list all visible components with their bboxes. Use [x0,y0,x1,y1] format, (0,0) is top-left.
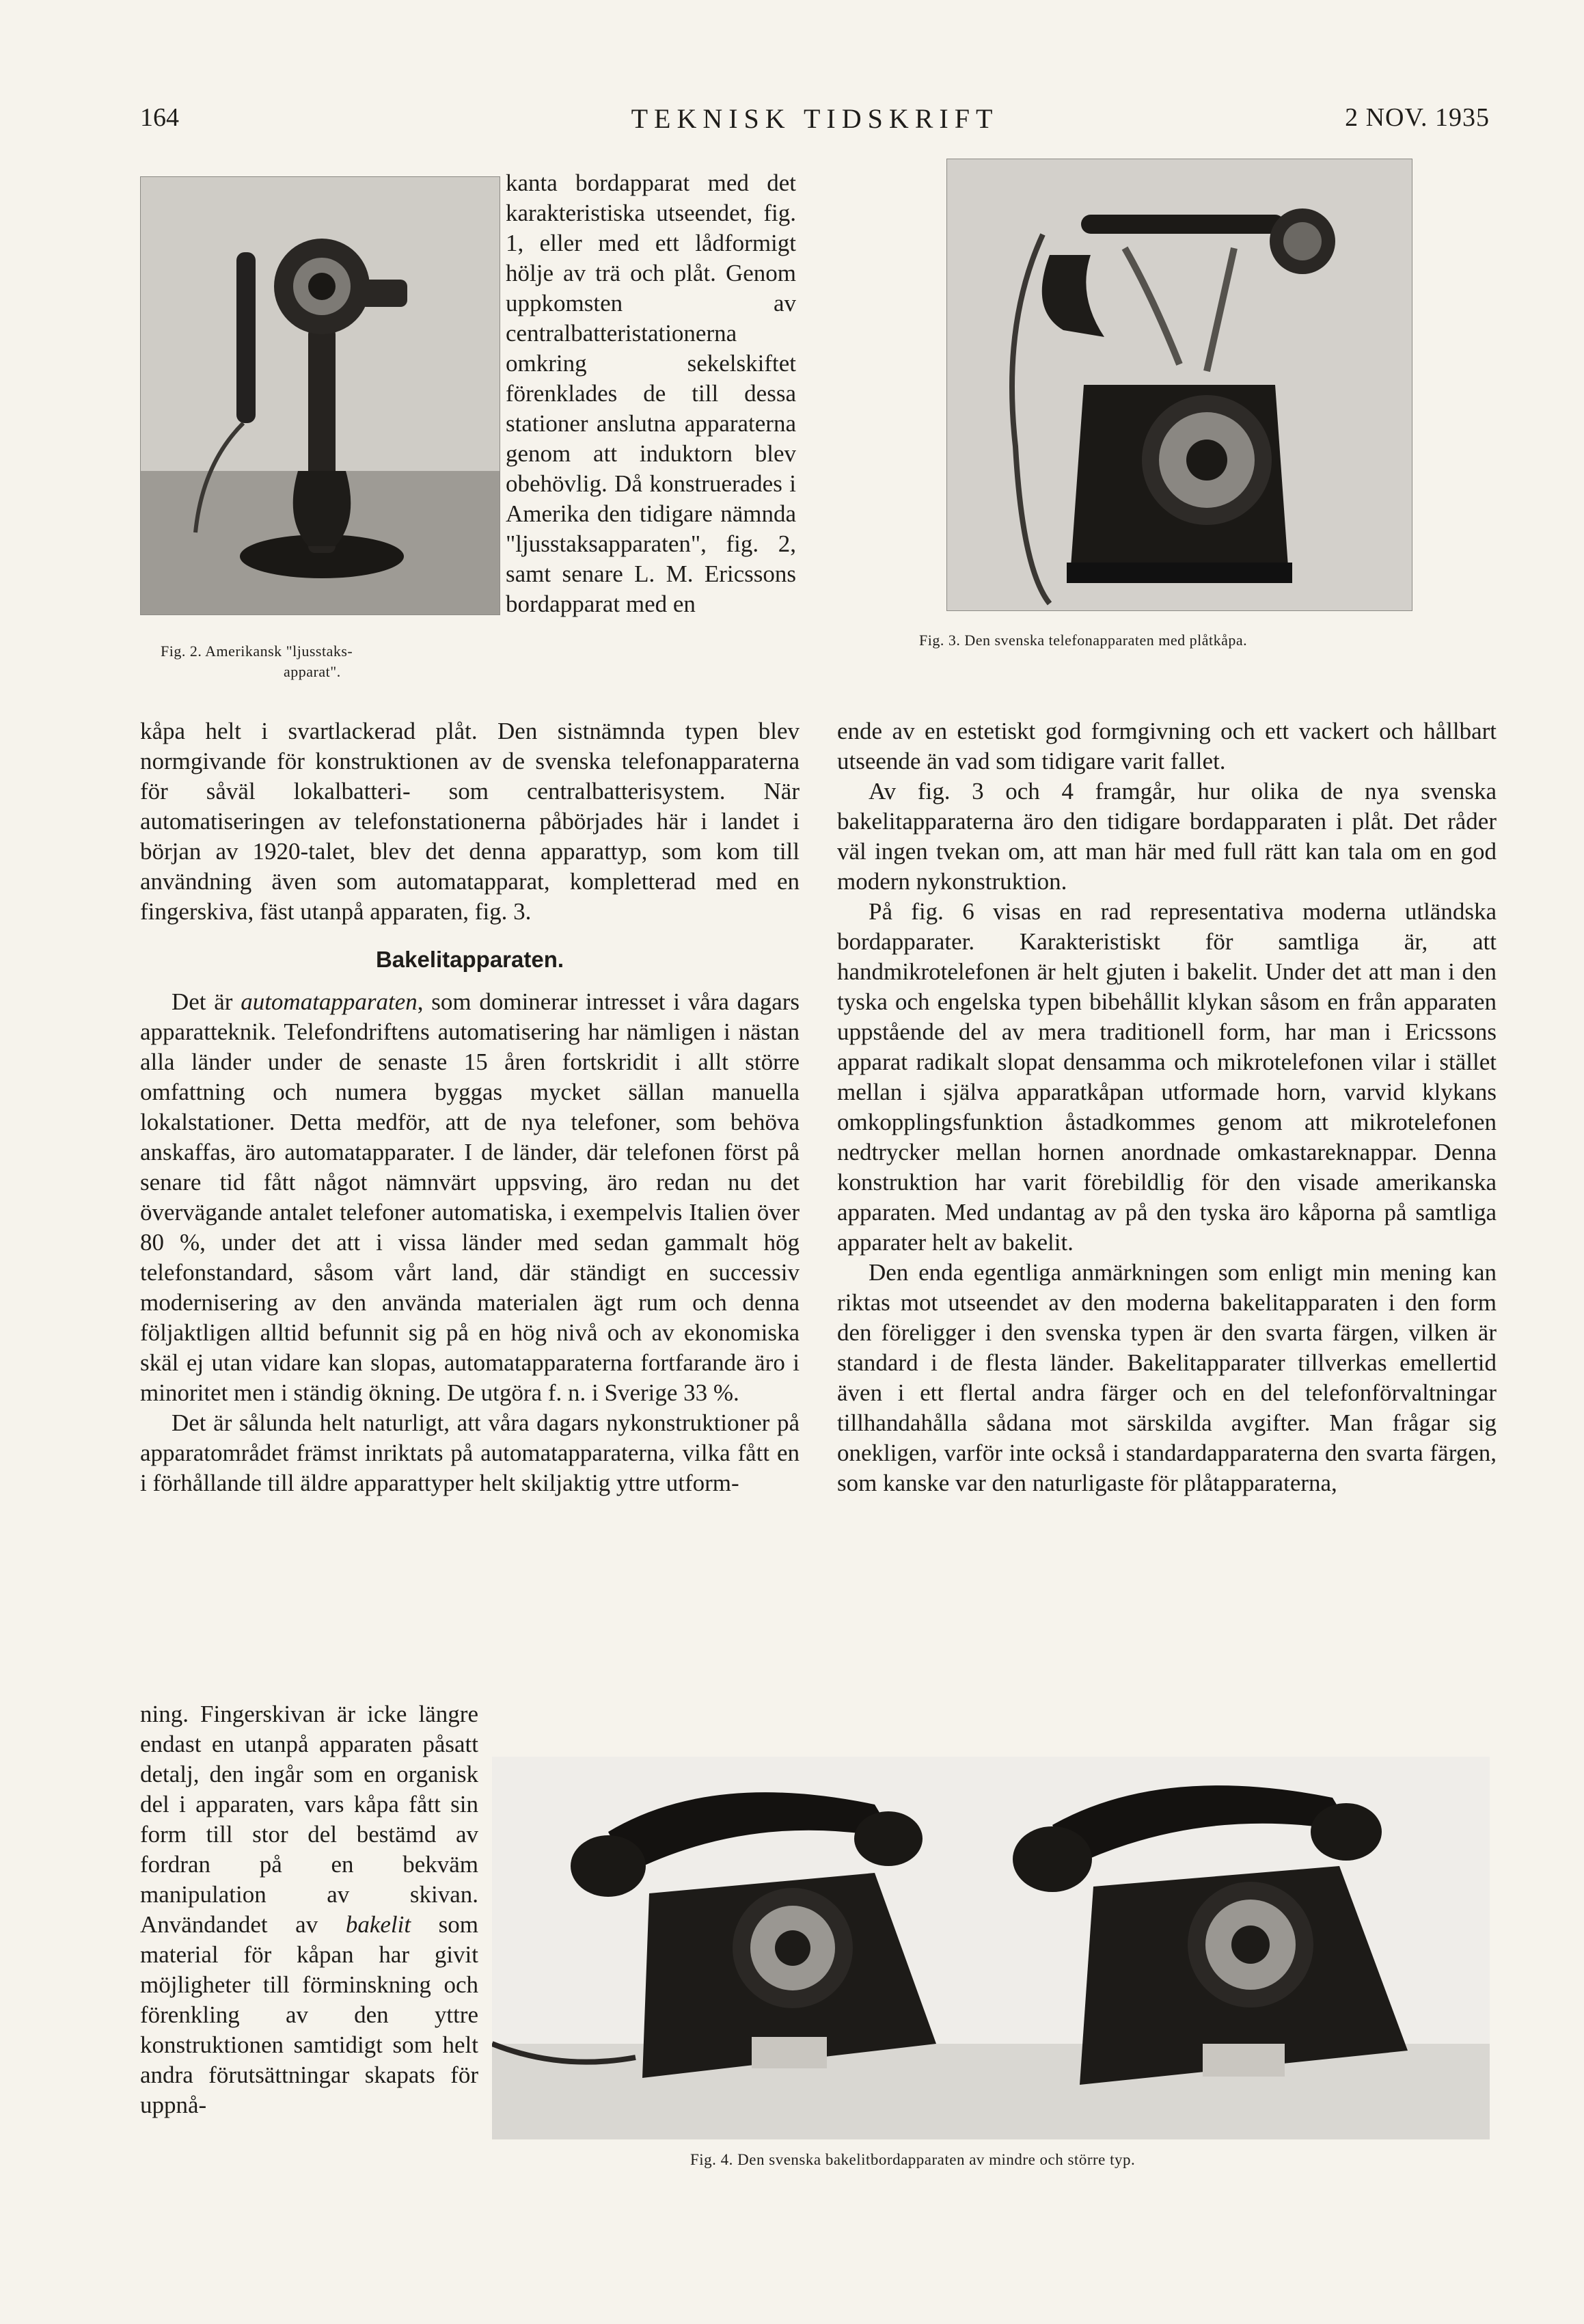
photo-metal-case-telephone [946,159,1412,611]
page-number: 164 [140,103,179,132]
right-paragraph-1: ende av en estetiskt god formgivning och ett vackert och hållbart utseende än vad som tidigare varit fallet. [837,718,1497,774]
figure-3-caption: Fig. 3. Den svenska telefonapparaten med plåtkåpa. [919,632,1248,649]
figure-4 [492,1757,1490,2180]
left-column [140,716,800,1498]
right-paragraph-3: På fig. 6 visas en rad representativa moderna utländska bordapparater. Karakteristiskt för samtliga är, att handmikrotelefonen är helt gjuten i bakelit. Under det att man i den tyska och engelska typen bibehållit klykan såsom en från apparaten uppstående del av mera traditionell form, har man i Ericssons apparat radikalt slopat densamma och mikrotelefonen vilar i stället mellan i själva apparatkåpan utformade horn, varvid klykans omkopplingsfunktion åstadkommes genom att mikrotelefonen nedtrycker mellan hornen anordnade omkastareknappar. Denna konstruktion har varit förebildlig för den visade amerikanska apparaten. Med undantag av på den tyska äro kåporna på samtliga apparater helt av bakelit. [837,898,1497,1256]
figure-2 [140,176,502,696]
photo-bakelite-telephones [492,1757,1490,2139]
left-narrow-column [140,1699,478,2120]
page-header [140,103,1490,144]
right-column [837,716,1497,1498]
left-paragraph-1: kåpa helt i svartlackerad plåt. Den sistnämnda typen blev normgivande för konstruktionen av de svenska telefonapparaterna för såväl lokalbatteri- som centralbatterisystem. När automatiseringen av telefonstationerna påbörjades här i landet i början av 1920-talet, blev det denna apparattyp, som kom till användning även som automatapparat, kompletterad med en fingerskiva, fäst utanpå apparaten, fig. 3. [140,718,800,925]
bakelite-telephones-illustration [492,1757,1490,2139]
section-heading: Bakelitapparaten. [375,947,564,972]
right-paragraph-2: Av fig. 3 och 4 framgår, hur olika de nya svenska bakelitapparaterna äro den tidigare bordapparaten i plåt. Det råder väl ingen tvekan om, att man här med full rätt kan tala om en god modern nykonstruktion. [837,778,1497,895]
intro-column [506,168,796,619]
left-paragraph-4: ning. Fingerskivan är icke längre endast en utanpå apparaten påsatt detalj, den ingår som en organisk del i apparaten, vars kåpa fått sin form till stor del bestämd av fordran på en bekväm manipulation av skivan. Användandet av bakelit som material för kåpan har givit möjligheter till förminskning och förenkling av den yttre konstruktionen samtidigt som helt andra förutsättningar skapats för uppnå- [140,1701,478,2118]
left-paragraph-2: Det är automatapparaten, som dominerar intresset i våra dagars apparatteknik. Telefondriftens automatisering har nämligen i nästan alla länder under de senaste 15 åren fortskridit i allt större omfattning och numera byggas mycket sällan manuella lokalstationer. Detta medför, att de nya telefoner, som behöva anskaffas, äro automatapparater. I de länder, där telefonen först på senare tid fått något nämnvärt uppsving, äro redan nu det övervägande antalet telefoner automatiska, i exempelvis Italien över 80 %, under det att i vissa länder med sedan gammalt hög telefonstandard, såsom vårt land, där ständigt en successiv modernisering av den använda materialen ägt rum och denna följaktligen alltid befunnit sig på en hög nivå och av ekonomiska skäl ej utan vidare kan slopas, automatapparaterna fortfarande äro i minoritet men i ständig ökning. De utgöra f. n. i Sverige 33 %. [140,988,800,1406]
candlestick-telephone-illustration [141,177,500,614]
left-paragraph-3: Det är sålunda helt naturligt, att våra dagars nykonstruktioner på apparatområdet främst inriktats på automatapparaterna, vilka fått en i förhållande till äldre apparattyper helt skiljaktig yttre utform- [140,1409,800,1496]
journal-title: TEKNISK TIDSKRIFT [631,103,999,134]
figure-4-caption: Fig. 4. Den svenska bakelitbordapparaten av mindre och större typ. [690,2151,1136,2168]
figure-2-caption: Fig. 2. Amerikansk "ljusstaks- apparat". [161,643,353,680]
intro-paragraph: kanta bordapparat med det karakteristiska utseendet, fig. 1, eller med ett lådformigt hölje av trä och plåt. Genom uppkomsten av centralbatteristationerna omkring sekelskiftet förenklades de till dessa stationer anslutna apparaterna genom att induktorn blev obehövlig. Då konstruerades i Amerika den tidigare nämnda "ljusstaksapparaten", fig. 2, samt senare L. M. Ericssons bordapparat med en [506,170,796,617]
issue-date: 2 NOV. 1935 [1345,103,1490,132]
right-paragraph-4: Den enda egentliga anmärkningen som enligt min mening kan riktas mot utseendet av den moderna bakelitapparaten i den form den föreligger i den svenska typen är den svarta färgen, vilken är standard i de flesta länder. Bakelitapparater tillverkas emellertid även i ett flertal andra färger och en del telefonförvaltningar tillhandahålla sådana mot särskilda avgifter. Man frågar sig onekligen, varför inte också i standardapparaterna den svarta färgen, som kanske var den naturligaste för plåtapparaterna, [837,1259,1497,1496]
figure-3 [919,159,1466,664]
emphasis-automatapparaten: automatapparaten [241,988,418,1015]
emphasis-bakelit: bakelit [345,1911,411,1938]
photo-candlestick-telephone [140,176,500,615]
metal-telephone-illustration [947,159,1412,610]
